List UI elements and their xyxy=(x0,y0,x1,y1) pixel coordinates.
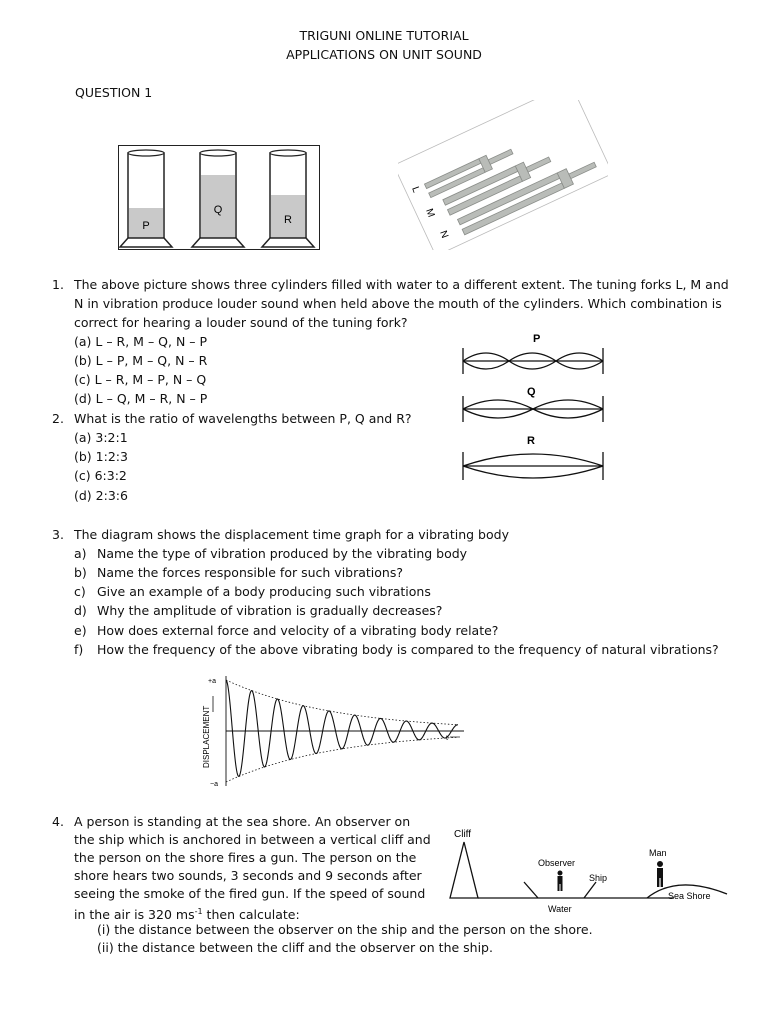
cylinder-p xyxy=(120,150,172,247)
scene-ship-label: Ship xyxy=(589,873,608,883)
q3-part-a: Name the type of vibration produced by the vibrating body xyxy=(97,546,468,561)
wave-p xyxy=(463,348,603,374)
cylinders-figure xyxy=(118,145,320,250)
header-title: TRIGUNI ONLINE TUTORIAL xyxy=(299,28,469,43)
cylinder-label-p: P xyxy=(142,220,150,232)
graph-ylabel: DISPLACEMENT xyxy=(202,705,211,768)
wave-label-p: P xyxy=(533,333,541,345)
q3-part-c: Give an example of a body producing such vibrations xyxy=(97,584,431,599)
q4-line-4: shore hears two sounds, 3 seconds and 9 seconds after xyxy=(74,868,422,883)
header-subtitle: APPLICATIONS ON UNIT SOUND xyxy=(286,47,482,62)
sea-shore-scene xyxy=(442,824,732,918)
q1-line-2: N in vibration produce louder sound when held above the mouth of the cylinders. Which combination is xyxy=(74,296,722,311)
scene-observer-label: Observer xyxy=(538,858,576,868)
graph-minus-a: −a xyxy=(210,781,218,788)
observer-figure xyxy=(558,871,563,892)
wave-label-r: R xyxy=(527,435,535,447)
q1-line-3: correct for hearing a louder sound of the tuning fork? xyxy=(74,315,408,330)
tuning-forks-figure xyxy=(398,100,608,250)
graph-envelope-bottom xyxy=(226,737,458,782)
q2-option-b: (b) 1:2:3 xyxy=(74,449,128,464)
q3-part-f-label: f) xyxy=(74,642,84,657)
cylinder-label-r: R xyxy=(284,214,292,226)
wave-label-q: Q xyxy=(527,386,536,398)
q2-option-a: (a) 3:2:1 xyxy=(74,430,128,445)
fork-label-m: M xyxy=(423,207,437,219)
question-heading: QUESTION 1 xyxy=(75,85,153,100)
q1-option-c: (c) L – R, M – P, N – Q xyxy=(74,372,207,387)
wave-q xyxy=(463,396,603,422)
q3-part-d: Why the amplitude of vibration is gradually decreases? xyxy=(97,603,443,618)
q4-sub-ii: (ii) the distance between the cliff and the observer on the ship. xyxy=(97,940,493,955)
man-figure xyxy=(657,861,663,887)
graph-envelope-top xyxy=(226,680,458,725)
q2-number: 2. xyxy=(52,411,64,426)
graph-plus-a: +a xyxy=(208,678,216,685)
q3-part-b: Name the forces responsible for such vibrations? xyxy=(97,565,403,580)
fork-label-l: L xyxy=(409,185,422,195)
q2-text: What is the ratio of wavelengths between P, Q and R? xyxy=(74,411,412,426)
scene-water-label: Water xyxy=(548,904,572,914)
q3-number: 3. xyxy=(52,527,64,542)
standing-waves-figure xyxy=(455,328,615,488)
q3-part-e-label: e) xyxy=(74,623,87,638)
q4-sub-i: (i) the distance between the observer on the ship and the person on the shore. xyxy=(97,922,593,937)
wave-r xyxy=(463,452,603,480)
scene-sea-shore-label: Sea Shore xyxy=(668,891,711,901)
q4-line-1: A person is standing at the sea shore. An observer on xyxy=(74,814,411,829)
q4-number: 4. xyxy=(52,814,64,829)
q3-part-d-label: d) xyxy=(74,603,87,618)
q1-line-1: The above picture shows three cylinders filled with water to a different extent. The tuning forks L, M and xyxy=(74,277,729,292)
q4-superscript: -1 xyxy=(194,907,203,916)
q3-part-c-label: c) xyxy=(74,584,86,599)
q1-number: 1. xyxy=(52,277,64,292)
cliff-shape xyxy=(450,842,478,898)
q3-part-f: How the frequency of the above vibrating body is compared to the frequency of natural vibrations? xyxy=(97,642,719,657)
q4-line-5: seeing the smoke of the fired gun. If the speed of sound xyxy=(74,886,426,901)
cylinder-r xyxy=(262,150,314,247)
cylinder-q xyxy=(192,150,244,247)
q1-option-a: (a) L – R, M – Q, N – P xyxy=(74,334,208,349)
q4-line-2: the ship which is anchored in between a vertical cliff and xyxy=(74,832,431,847)
q1-option-b: (b) L – P, M – Q, N – R xyxy=(74,353,208,368)
damped-vibration-graph xyxy=(196,672,472,790)
q3-part-a-label: a) xyxy=(74,546,87,561)
q3-text: The diagram shows the displacement time graph for a vibrating body xyxy=(74,527,509,542)
q2-option-d: (d) 2:3:6 xyxy=(74,488,128,503)
q4-line-3: the person on the shore fires a gun. The person on the xyxy=(74,850,417,865)
q2-option-c: (c) 6:3:2 xyxy=(74,468,127,483)
cylinder-label-q: Q xyxy=(213,204,223,216)
fork-label-n: N xyxy=(437,229,450,240)
scene-man-label: Man xyxy=(649,848,667,858)
q1-option-d: (d) L – Q, M – R, N – P xyxy=(74,391,208,406)
q4-line-6-end: then calculate: xyxy=(202,907,300,923)
q3-part-e: How does external force and velocity of a vibrating body relate? xyxy=(97,623,499,638)
q4-line-6-start: in the air is 320 ms xyxy=(74,907,195,923)
graph-t-label: t xyxy=(446,735,448,742)
q3-part-b-label: b) xyxy=(74,565,87,580)
scene-cliff-label: Cliff xyxy=(454,829,472,840)
ship-hull xyxy=(524,882,596,898)
graph-oscillation-curve xyxy=(226,680,458,776)
